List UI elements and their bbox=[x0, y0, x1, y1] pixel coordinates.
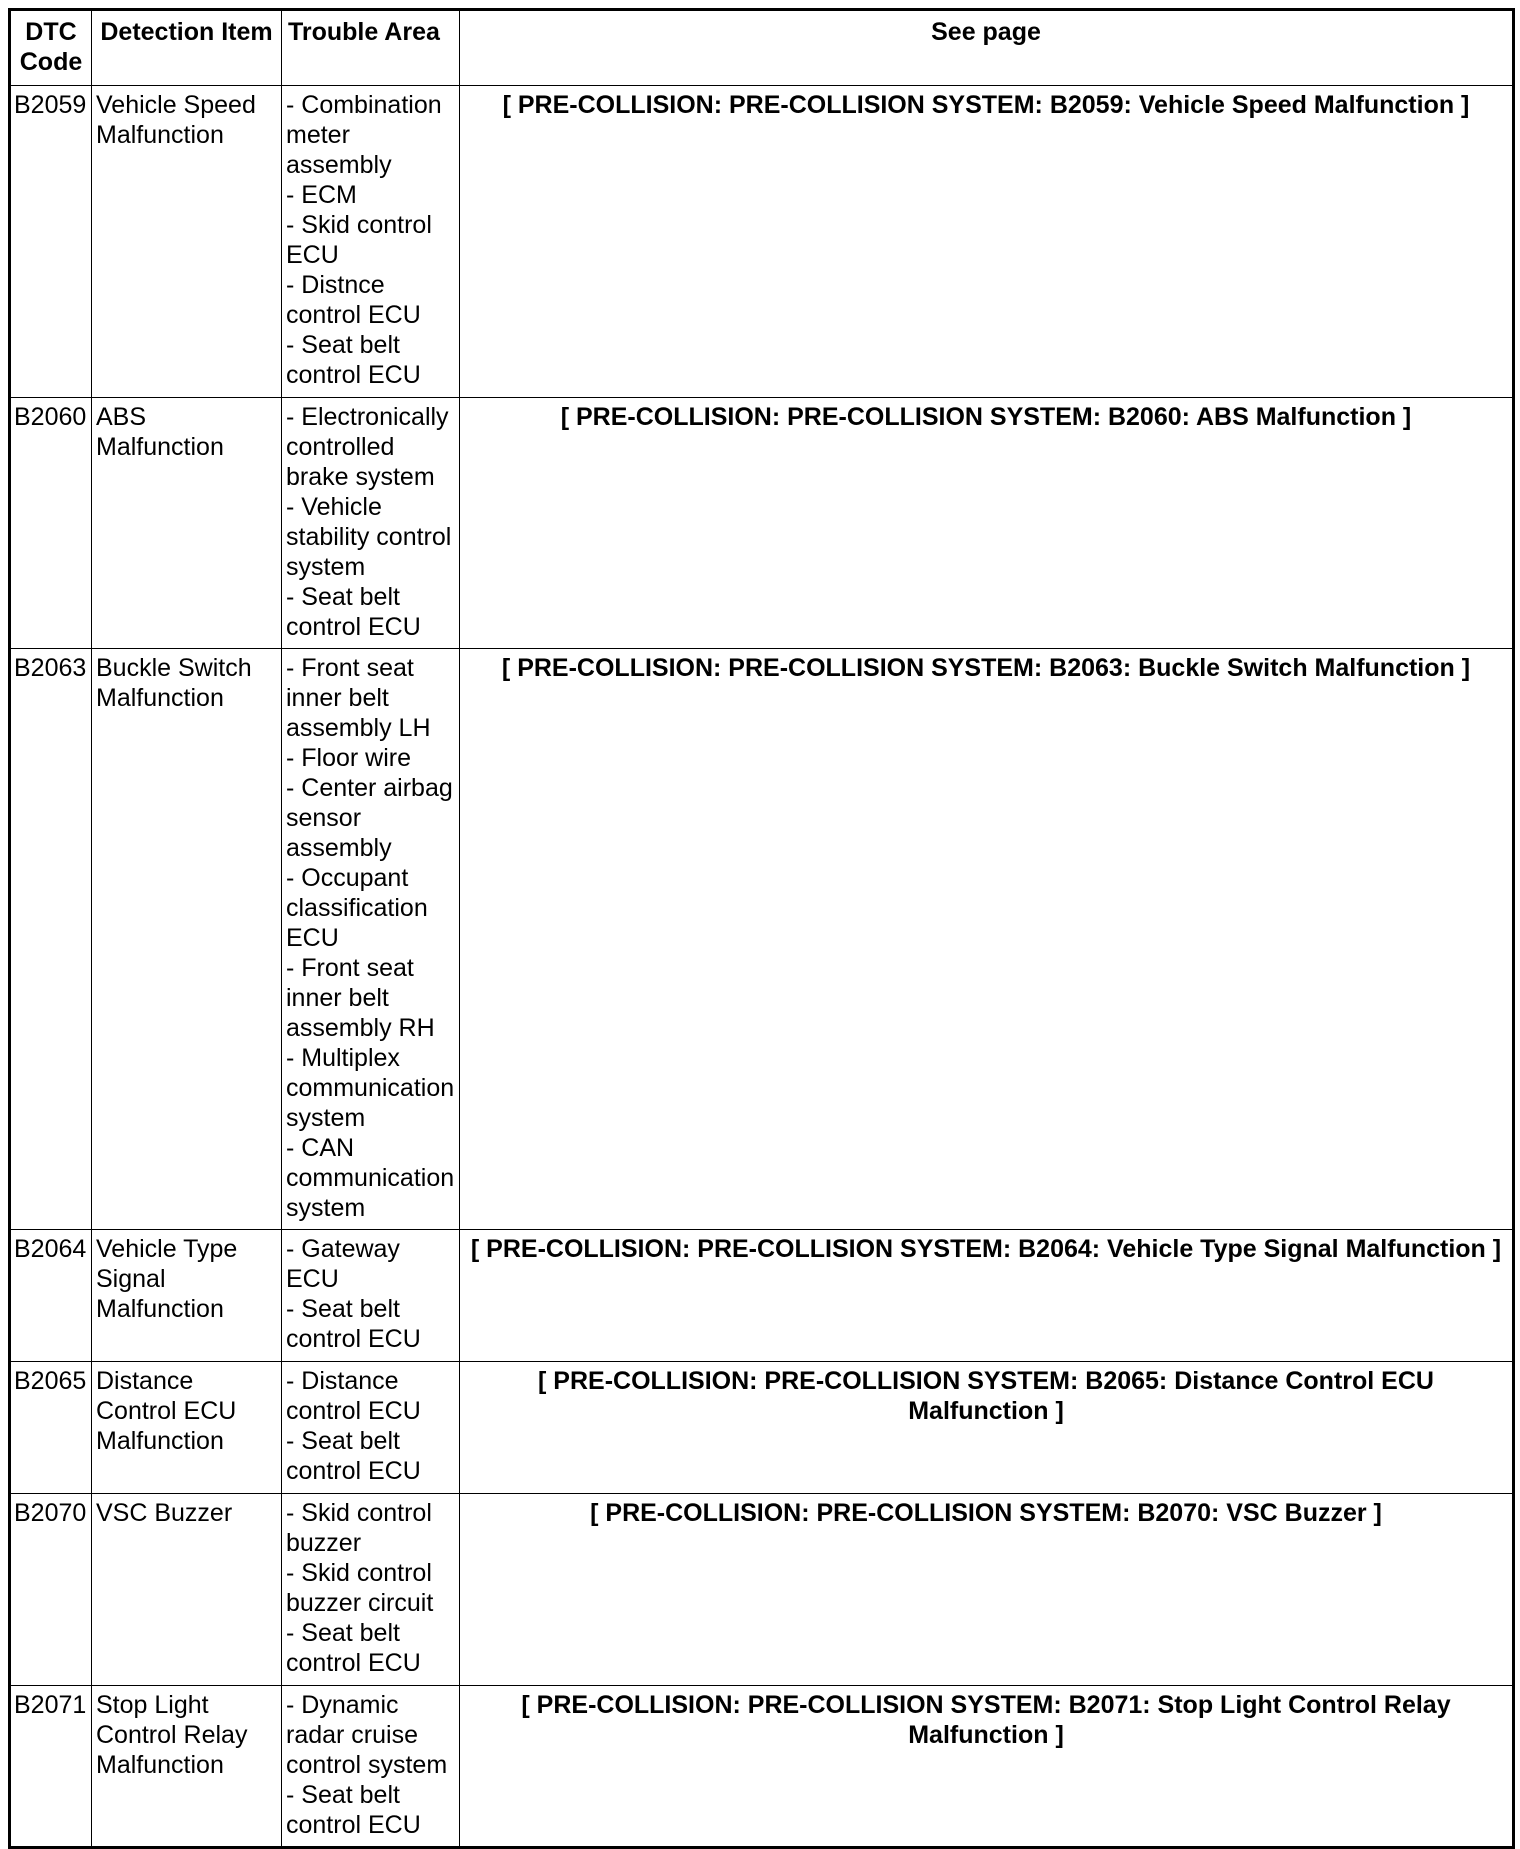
header-dtc-code-line1: DTC bbox=[25, 18, 77, 46]
trouble-area-cell: - Electronically controlled brake system - Vehicle stability control system - Seat belt control ECU bbox=[282, 398, 460, 649]
table-row bbox=[10, 1686, 1514, 1848]
table-row bbox=[10, 649, 1514, 1230]
see-page-link[interactable]: [ PRE-COLLISION: PRE-COLLISION SYSTEM: B2060: ABS Malfunction ] bbox=[460, 398, 1514, 649]
see-page-link[interactable]: [ PRE-COLLISION: PRE-COLLISION SYSTEM: B2070: VSC Buzzer ] bbox=[460, 1494, 1514, 1686]
dtc-code-cell: B2059 bbox=[10, 86, 92, 398]
header-see-page: See page bbox=[460, 10, 1514, 86]
dtc-table bbox=[8, 8, 1515, 1849]
detection-item-cell: Vehicle Type Signal Malfunction bbox=[92, 1230, 282, 1362]
header-dtc-code-line2: Code bbox=[19, 48, 83, 76]
see-page-link[interactable]: [ PRE-COLLISION: PRE-COLLISION SYSTEM: B2065: Distance Control ECU Malfunction ] bbox=[460, 1362, 1514, 1494]
header-row bbox=[10, 10, 1514, 86]
table-header bbox=[10, 10, 1514, 86]
detection-item-cell: Vehicle Speed Malfunction bbox=[92, 86, 282, 398]
detection-item-cell: Distance Control ECU Malfunction bbox=[92, 1362, 282, 1494]
header-trouble-area: Trouble Area bbox=[282, 10, 460, 86]
trouble-area-cell: - Combination meter assembly - ECM - Skid control ECU - Distnce control ECU - Seat belt control ECU bbox=[282, 86, 460, 398]
dtc-code-cell: B2065 bbox=[10, 1362, 92, 1494]
table-body bbox=[10, 86, 1514, 1848]
detection-item-cell: VSC Buzzer bbox=[92, 1494, 282, 1686]
trouble-area-cell: - Dynamic radar cruise control system - Seat belt control ECU bbox=[282, 1686, 460, 1848]
table-row bbox=[10, 398, 1514, 649]
header-dtc-code bbox=[10, 10, 92, 86]
trouble-area-cell: - Front seat inner belt assembly LH - Floor wire - Center airbag sensor assembly - Occupant classification ECU - Front seat inner belt assembly RH - Multiplex communication system - CAN communication system bbox=[282, 649, 460, 1230]
table-row bbox=[10, 1230, 1514, 1362]
detection-item-cell: Buckle Switch Malfunction bbox=[92, 649, 282, 1230]
dtc-code-cell: B2071 bbox=[10, 1686, 92, 1848]
trouble-area-cell: - Gateway ECU - Seat belt control ECU bbox=[282, 1230, 460, 1362]
table-row bbox=[10, 1362, 1514, 1494]
see-page-link[interactable]: [ PRE-COLLISION: PRE-COLLISION SYSTEM: B2059: Vehicle Speed Malfunction ] bbox=[460, 86, 1514, 398]
see-page-link[interactable]: [ PRE-COLLISION: PRE-COLLISION SYSTEM: B2063: Buckle Switch Malfunction ] bbox=[460, 649, 1514, 1230]
dtc-code-cell: B2070 bbox=[10, 1494, 92, 1686]
see-page-link[interactable]: [ PRE-COLLISION: PRE-COLLISION SYSTEM: B2064: Vehicle Type Signal Malfunction ] bbox=[460, 1230, 1514, 1362]
see-page-link[interactable]: [ PRE-COLLISION: PRE-COLLISION SYSTEM: B2071: Stop Light Control Relay Malfunction ] bbox=[460, 1686, 1514, 1848]
trouble-area-cell: - Skid control buzzer - Skid control buzzer circuit - Seat belt control ECU bbox=[282, 1494, 460, 1686]
trouble-area-cell: - Distance control ECU - Seat belt control ECU bbox=[282, 1362, 460, 1494]
header-detection-item: Detection Item bbox=[92, 10, 282, 86]
dtc-code-cell: B2064 bbox=[10, 1230, 92, 1362]
dtc-code-cell: B2063 bbox=[10, 649, 92, 1230]
table-row bbox=[10, 86, 1514, 398]
detection-item-cell: ABS Malfunction bbox=[92, 398, 282, 649]
dtc-code-cell: B2060 bbox=[10, 398, 92, 649]
detection-item-cell: Stop Light Control Relay Malfunction bbox=[92, 1686, 282, 1848]
table-row bbox=[10, 1494, 1514, 1686]
